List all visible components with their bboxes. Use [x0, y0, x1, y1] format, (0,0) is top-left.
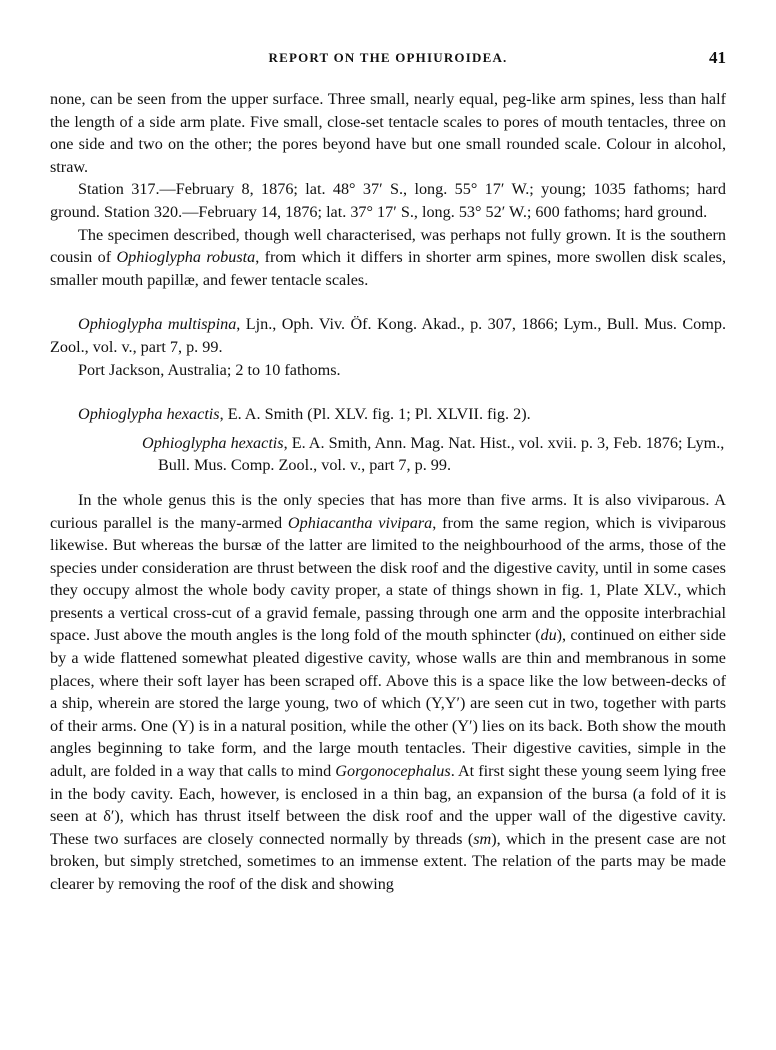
paragraph-hexactis-description: [50, 489, 726, 896]
paragraph-description: none, can be seen from the upper surface. Three small, nearly equal, peg-like arm spines, less than half the length of a side arm plate. Five small, close-set tentacle scales to pores of mouth tentacles, three on one side and two on the other; the pores beyond have but one small rounded scale. Colour in alcohol, straw.: [50, 90, 726, 176]
figure-label: sm: [473, 829, 492, 848]
text: ), which in the present case are not broken, but simply stretched, sometimes to an immense extent. The relation of the parts may be made clearer by removing the roof of the disk and showing: [50, 829, 726, 893]
text: . At first sight these young seem lying free in the body cavity. Each, however, is enclosed in a thin bag, an expansion of the bursa (a fold of it is seen at δ′), which has thrust itself between the disk roof and the upper wall of the digestive cavity. These two surfaces are closely connected normally by threads (: [50, 762, 726, 848]
text: The specimen described, though well characterised, was perhaps not fully grown. It is the southern cousin of: [50, 225, 726, 267]
citation: [50, 432, 726, 455]
paragraph-remarks: [50, 224, 726, 292]
text: , from which it differs in shorter arm spines, more swollen disk scales, smaller mouth papillæ, and fewer tentacle scales.: [50, 248, 727, 289]
reference: , Ljn., Oph. Viv. Öf. Kong. Akad., p. 307, 1866; Lym., Bull. Mus. Comp. Zool., vol. v., part 7, p. 99.: [50, 315, 726, 356]
species-heading-multispina: [50, 313, 726, 358]
citation-text: , E. A. Smith, Ann. Mag. Nat. Hist., vol. xvii. p. 3, Feb. 1876; Lym.,: [283, 433, 725, 452]
text: , from the same region, which is viviparous likewise. But whereas the bursæ of the latter are limited to the neighbourhood of the arms, those of the species under consideration are thrust between the disk roof and the digestive cavity, until in some cases they occupy almost the whole body cavity proper, a state of things shown in fig. 1, Plate XLV., which presents a vertical cross-cut of a gravid female, passing through one arm and the opposite interbrachial space. Just above the mouth angles is the long fold of the mouth sphincter (: [50, 513, 726, 645]
genus-name: Gorgonocephalus: [335, 762, 451, 781]
page-number: 41: [709, 48, 726, 67]
species-heading-hexactis: [50, 403, 726, 426]
text: In the whole genus this is the only species that has more than five arms. It is also viviparous. A curious parallel is the many-armed: [50, 490, 726, 532]
figure-label: du: [540, 626, 557, 645]
species-name: Ophioglypha robusta: [116, 248, 256, 267]
species-name: Ophiacantha vivipara: [287, 513, 433, 532]
citation-line-2: Bull. Mus. Comp. Zool., vol. v., part 7, p. 99.: [158, 456, 452, 475]
citation-species-name: Ophioglypha hexactis: [142, 433, 284, 452]
heading-rest: , E. A. Smith (Pl. XLV. fig. 1; Pl. XLVII. fig. 2).: [219, 405, 531, 424]
species-name: Ophioglypha hexactis: [78, 405, 220, 424]
paragraph-stations: Station 317.—February 8, 1876; lat. 48° 37′ S., long. 55° 17′ W.; young; 1035 fathoms; hard ground. Station 320.—February 14, 1876; lat. 37° 17′ S., long. 53° 52′ W.; 600 fathoms; hard ground.: [50, 180, 726, 221]
running-title: REPORT ON THE OPHIUROIDEA.: [268, 50, 508, 65]
species-name: Ophioglypha multispina: [78, 315, 237, 334]
text: ), continued on either side by a wide flattened somewhat pleated digestive cavity, whose walls are thin and membranous in some places, where their soft layer has been scraped off. Above this is a space like the low between-decks of a ship, wherein are stored the large young, two of which (Y,Y′) are seen cut in two, together with parts of their arms. One (Y) is in a natural position, while the other (Y′) lies on its back. Both show the mouth angles beginning to take form, and the large mouth tentacles. Their digestive cavities, simple in the adult, are folded in a way that calls to mind: [50, 626, 726, 781]
locality: Port Jackson, Australia; 2 to 10 fathoms.: [78, 360, 341, 379]
page-body: [50, 88, 726, 896]
page-header: [50, 48, 726, 68]
